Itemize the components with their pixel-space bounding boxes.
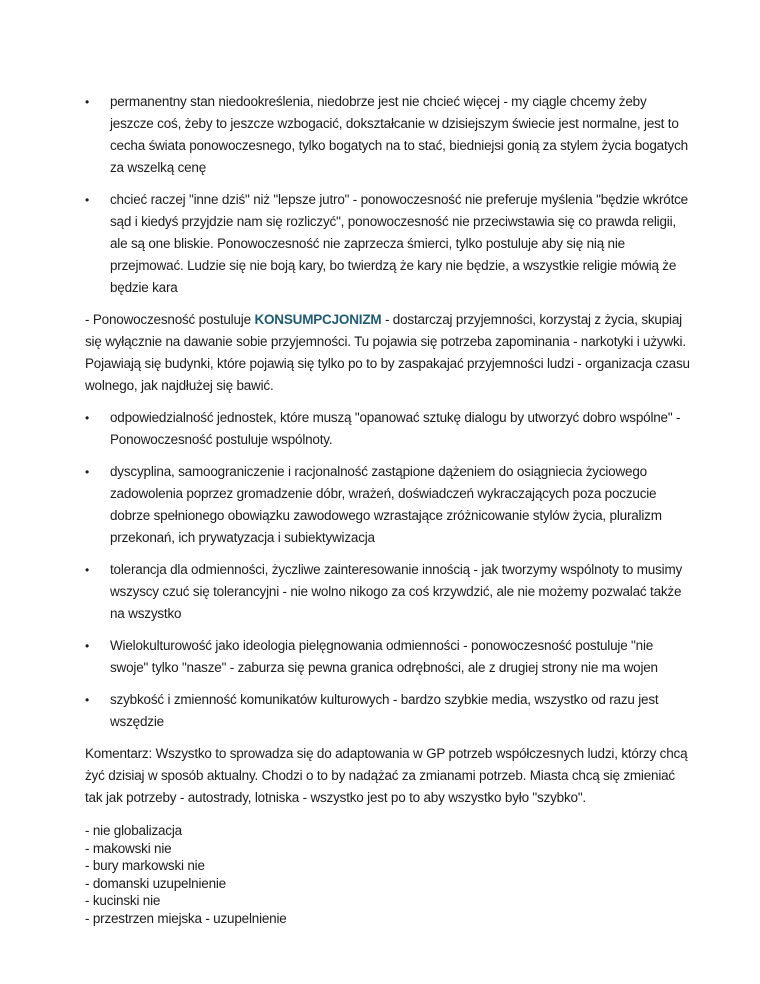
bullet-text: dyscyplina, samoograniczenie i racjonalność zastąpione dążeniem do osiągniecia życiowego zadowolenia poprzez gromadzenie dóbr, wrażeń, doświadczeń wykraczających poza poczucie dobrze spełnionego obowiązku zawodowego wzrastające zróżnicowanie stylów życia, pluralizm przekonań, ich prywatyzacja i subiektywizacja [110,464,662,545]
bullet-icon: • [85,465,90,479]
bullet-text: chcieć raczej "inne dziś" niż "lepsze jutro" - ponowoczesność nie preferuje myślenia "będzie wkrótce sąd i kiedyś przyjdzie nam się rozliczyć", ponowoczesność nie przeciwstawia się co prawda religii, ale są one bliskie. Ponowoczesność nie zaprzecza śmierci, tylko postuluje aby się nią nie przejmować. Ludzie się nie boją kary, bo twierdzą że kary nie będzie, a wszystkie religie mówią że będzie kara [110,192,688,295]
notes-list [85,822,692,927]
paragraph-prefix: - Ponowoczesność postuluje [85,312,255,327]
paragraph-konsumpcjonizm [85,309,692,397]
bullet-text: szybkość i zmienność komunikatów kulturowych - bardzo szybkie media, wszystko od razu jest wszędzie [110,692,659,729]
bullet-text: odpowiedzialność jednostek, które muszą "opanować sztukę dialogu by utworzyć dobro wspólne" - Ponowoczesność postuluje wspólnoty. [110,410,681,447]
bullet-icon: • [85,193,90,207]
bullet-item-wielokulturowosc [85,635,692,679]
note-line: - przestrzen miejska - uzupelnienie [85,910,287,926]
bullet-item-szybkosc [85,689,692,733]
note-line: - domanski uzupelnienie [85,875,226,891]
note-line: - nie globalizacja [85,823,182,838]
note-line: - makowski nie [85,840,172,856]
keyword-konsumpcjonizm: KONSUMPCJONIZM [254,312,382,327]
paragraph-suffix: - dostarczaj przyjemności, korzystaj z życia, skupiaj się wyłącznie na dawanie sobie przyjemności. Tu pojawia się potrzeba zapominania - narkotyki i używki. Pojawiają się budynki, które pojawią się tylko po to by zaspakajać przyjemności ludzi - organizacja czasu wolnego, jak najdłużej się bawić. [85,312,690,393]
note-line: - kucinski nie [85,893,161,908]
note-line: - bury markowski nie [85,858,205,873]
bullet-text: Wielokulturowość jako ideologia pielęgnowania odmienności - ponowoczesność postuluje "nie swoje" tylko "nasze" - zaburza się pewna granica odrębności, ale z drugiej strony nie ma wojen [110,638,658,675]
bullet-icon: • [85,693,90,707]
bullet-icon: • [85,639,90,653]
bullet-icon: • [85,95,90,109]
bullet-item-dyscyplina [85,461,692,549]
bullet-icon: • [85,411,90,425]
bullet-item-permanentny-stan [85,91,692,179]
bullet-icon: • [85,563,90,577]
bullet-item-odpowiedzialnosc [85,407,692,451]
paragraph-komentarz: Komentarz: Wszystko to sprowadza się do adaptowania w GP potrzeb współczesnych ludzi, którzy chcą żyć dzisiaj w sposób aktualny. Chodzi o to by nadążać za zmianami potrzeb. Miasta chcą się zmieniać tak jak potrzeby - autostrady, lotniska - wszystko jest po to aby wszystko było "szybko". [85,746,688,805]
bullet-text: tolerancja dla odmienności, życzliwe zainteresowanie innością - jak tworzymy wspólnoty to musimy wszyscy czuć się tolerancyjni - nie wolno nikogo za coś krzywdzić, ale nie możemy pozwalać także na wszystko [110,562,683,621]
bullet-item-tolerancja [85,559,692,625]
bullet-item-chciec-raczej [85,189,692,299]
bullet-text: permanentny stan niedookreślenia, niedobrze jest nie chcieć więcej - my ciągle chcemy żeby jeszcze coś, żeby to jeszcze wzbogacić, dokształcanie w dzisiejszym świecie jest normalne, jest to cecha świata ponowoczesnego, tylko bogatych na to stać, biedniejsi gonią za stylem życia bogatych za wszelką cenę [110,94,688,175]
